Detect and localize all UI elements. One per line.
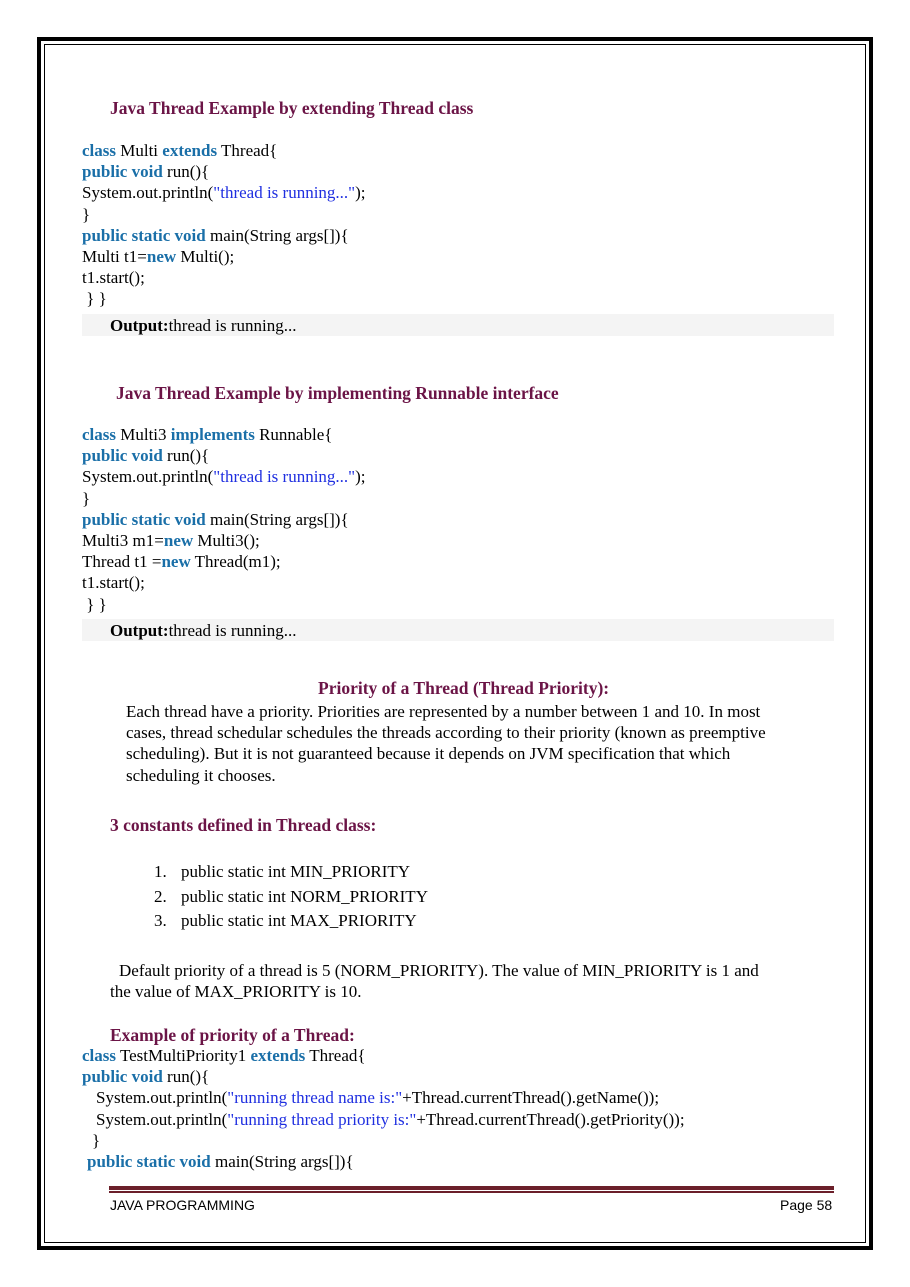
code-line <box>82 1109 685 1130</box>
code-string: "running thread name is:" <box>227 1088 403 1108</box>
paragraph-line: scheduling it chooses. <box>126 765 276 785</box>
paragraph-line: scheduling). But it is not guaranteed because it depends on JVM specification that which <box>126 744 731 764</box>
code-text: +Thread.currentThread().getName()); <box>402 1088 660 1108</box>
code-keyword: public static void <box>87 1152 211 1172</box>
constants-heading: 3 constants defined in Thread class: <box>110 815 377 835</box>
code-string: "running thread priority is:" <box>227 1109 417 1129</box>
code-text: Thread{ <box>305 1046 366 1065</box>
footer-rule-thin <box>109 1191 834 1193</box>
code-block-priority <box>82 1045 685 1172</box>
code-line <box>82 551 366 572</box>
code-line <box>82 530 366 551</box>
code-text: Multi3 m1= <box>82 531 164 551</box>
list-number: 2. <box>154 887 167 906</box>
example-priority-heading: Example of priority of a Thread: <box>110 1025 355 1045</box>
code-text: } } <box>82 594 107 614</box>
code-line <box>82 445 366 466</box>
code-keyword: public static void <box>82 509 206 529</box>
code-text: ); <box>355 467 366 487</box>
output-value: thread is running... <box>168 621 297 640</box>
code-text: +Thread.currentThread().getPriority()); <box>416 1109 685 1129</box>
code-keyword: extends <box>250 1046 306 1065</box>
code-keyword: implements <box>170 425 255 444</box>
code-line <box>82 140 366 161</box>
output-label: Output: <box>110 316 169 335</box>
code-keyword: extends <box>162 141 218 160</box>
list-item <box>154 862 167 882</box>
code-line <box>82 594 366 615</box>
output-line <box>110 316 297 336</box>
code-line <box>82 488 366 509</box>
output-value: thread is running... <box>168 316 297 335</box>
code-text: System.out.println( <box>96 1109 228 1129</box>
code-line <box>82 1045 685 1066</box>
code-text: } } <box>82 289 107 309</box>
code-text: } <box>82 488 91 508</box>
code-keyword: class <box>82 141 116 160</box>
code-text: run(){ <box>162 162 210 182</box>
code-text: Thread t1 = <box>82 552 162 572</box>
code-text: ); <box>355 183 366 203</box>
code-text: Thread{ <box>217 141 278 160</box>
code-block-extending-thread <box>82 140 366 310</box>
default-priority-line-1: Default priority of a thread is 5 (NORM_PRIORITY). The value of MIN_PRIORITY is 1 and <box>119 961 759 980</box>
code-text: Multi <box>116 141 163 160</box>
code-keyword: public void <box>82 1067 163 1087</box>
section-heading-extending-thread: Java Thread Example by extending Thread class <box>110 98 474 118</box>
code-keyword: new <box>161 552 191 572</box>
default-priority-line-2: the value of MAX_PRIORITY is 10. <box>110 982 362 1001</box>
output-line <box>110 621 297 641</box>
code-text: main(String args[]){ <box>205 509 349 529</box>
code-line <box>82 572 366 593</box>
code-string: "thread is running..." <box>213 183 356 203</box>
footer-title: JAVA PROGRAMMING <box>110 1197 255 1213</box>
code-string: "thread is running..." <box>213 467 356 487</box>
code-line <box>82 1087 685 1108</box>
list-number: 1. <box>154 862 167 881</box>
footer-rule-thick <box>109 1186 834 1190</box>
code-text: Multi3 <box>116 425 171 444</box>
code-line <box>82 1130 685 1151</box>
page-number: Page 58 <box>780 1197 833 1213</box>
code-line <box>82 466 366 487</box>
paragraph-line: cases, thread schedular schedules the threads according to their priority (known as preemptive <box>126 723 766 743</box>
list-item <box>154 911 167 931</box>
paragraph-line: Each thread have a priority. Priorities are represented by a number between 1 and 10. In most <box>126 702 761 721</box>
section-heading-runnable: Java Thread Example by implementing Runnable interface <box>116 383 559 403</box>
code-line <box>82 509 366 530</box>
code-keyword: public void <box>82 162 163 182</box>
code-line <box>82 204 366 225</box>
code-text: } <box>82 204 91 224</box>
code-text: } <box>92 1130 101 1150</box>
code-line <box>82 225 366 246</box>
list-item-text: public static int MIN_PRIORITY <box>181 862 411 881</box>
code-block-runnable <box>82 424 366 615</box>
code-text: Runnable{ <box>254 425 333 444</box>
code-keyword: class <box>82 1046 116 1065</box>
code-text: run(){ <box>162 446 210 466</box>
code-keyword: public static void <box>82 225 206 245</box>
code-line <box>82 161 366 182</box>
code-line <box>82 267 366 288</box>
code-line <box>82 1151 685 1172</box>
code-line <box>82 424 366 445</box>
code-keyword: class <box>82 425 116 444</box>
priority-paragraph <box>126 701 766 786</box>
code-keyword: new <box>146 247 177 267</box>
list-number: 3. <box>154 911 167 930</box>
code-keyword: public void <box>82 446 163 466</box>
code-line <box>82 246 366 267</box>
code-line <box>82 288 366 309</box>
code-text: t1.start(); <box>82 573 145 593</box>
list-item-text: public static int MAX_PRIORITY <box>181 911 417 930</box>
code-line <box>82 182 366 203</box>
code-text: Thread(m1); <box>190 552 281 572</box>
code-text: main(String args[]){ <box>210 1152 354 1172</box>
code-text: Multi(); <box>176 247 235 267</box>
code-keyword: new <box>163 531 194 551</box>
code-text: run(){ <box>162 1067 210 1087</box>
code-line <box>82 1066 685 1087</box>
code-text: main(String args[]){ <box>205 225 349 245</box>
code-text: Multi3(); <box>193 531 260 551</box>
code-text: System.out.println( <box>96 1088 228 1108</box>
code-text: Multi t1= <box>82 247 147 267</box>
code-text: t1.start(); <box>82 268 145 288</box>
priority-heading: Priority of a Thread (Thread Priority): <box>318 678 610 698</box>
list-item <box>154 887 167 907</box>
code-text: TestMultiPriority1 <box>116 1046 251 1065</box>
list-item-text: public static int NORM_PRIORITY <box>181 887 428 906</box>
code-text: System.out.println( <box>82 467 214 487</box>
output-label: Output: <box>110 621 169 640</box>
code-text: System.out.println( <box>82 183 214 203</box>
